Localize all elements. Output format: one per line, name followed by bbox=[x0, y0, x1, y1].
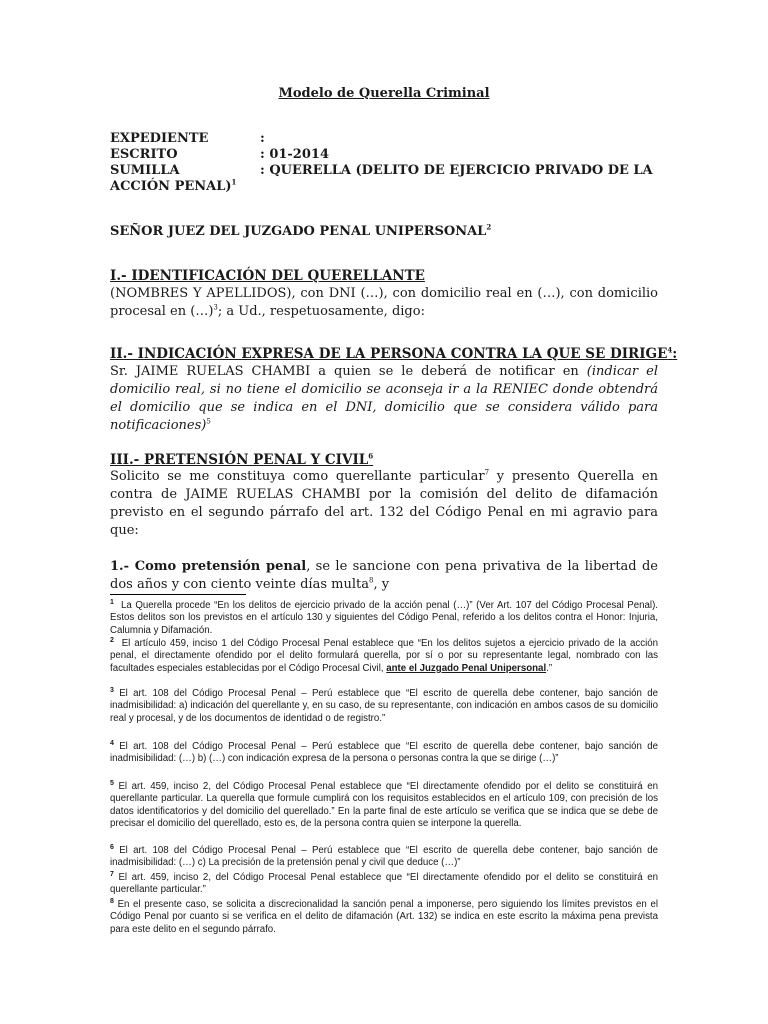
body-text: ; a Ud., respetuosamente, digo: bbox=[217, 304, 425, 319]
judge-text: SEÑOR JUEZ DEL JUZGADO PENAL UNIPERSONAL bbox=[110, 224, 487, 239]
footnote-3 bbox=[110, 688, 658, 725]
section-1-body bbox=[110, 285, 658, 321]
field-label: SUMILLA bbox=[110, 163, 180, 178]
footnote-text: El art. 108 del Código Procesal Penal – Perú establece que “El escrito de querella debe contener, bajo sanción de inadmisibilidad: (…) b) (…) con indicación expresa de la persona o personas contra la que se dirige (…)” bbox=[110, 741, 658, 765]
footnote-underlined: ante el Juzgado Penal Unipersonal bbox=[386, 662, 547, 674]
footnote-8 bbox=[110, 899, 658, 936]
footnote-5 bbox=[110, 781, 658, 831]
footnote-ref: 7 bbox=[484, 468, 490, 477]
field-value: : 01-2014 bbox=[260, 147, 329, 162]
body-text: Sr. JAIME RUELAS CHAMBI a quien se le deberá de notificar en bbox=[110, 364, 587, 379]
footnote-ref: 3 bbox=[213, 303, 218, 312]
section-2-heading: II.- INDICACIÓN EXPRESA DE LA PERSONA CONTRA LA QUE SE DIRIGE$^4$: bbox=[110, 345, 678, 362]
section-2-body bbox=[110, 363, 658, 435]
section-3-heading bbox=[110, 452, 373, 468]
footnote-mark: 8 bbox=[110, 897, 114, 905]
field-label: EXPEDIENTE bbox=[110, 131, 209, 146]
body-text: (NOMBRES Y APELLIDOS), con DNI (…), con domicilio real en (…), con domicilio procesal en (…) bbox=[110, 286, 658, 319]
footnote-text: .” bbox=[546, 662, 553, 674]
field-escrito bbox=[110, 147, 329, 162]
body-text: , se le sancione con pena privativa de la libertad de dos años y con ciento veinte días multa bbox=[110, 559, 658, 592]
field-value: : QUERELLA (DELITO DE EJERCICIO PRIVADO DE LA bbox=[260, 163, 653, 178]
footnote-text: La Querella procede “En los delitos de ejercicio privado de la acción penal (…)” (Ver Art. 107 del Código Procesal Penal). Estos delitos son los previstos en el artículo 130 y siguientes del Código Penal, referido a los delitos contra el Honor: Injuria, Calumnia y Difamación. bbox=[110, 600, 658, 636]
item-1-body bbox=[110, 558, 658, 594]
field-sumilla-cont bbox=[110, 179, 236, 194]
section-3-body bbox=[110, 468, 658, 540]
footnote-1 bbox=[110, 600, 658, 637]
body-text: , y bbox=[373, 577, 390, 592]
footnote-6 bbox=[110, 845, 658, 870]
footnote-mark: 6 bbox=[110, 843, 114, 851]
footnote-ref: 6 bbox=[368, 451, 374, 461]
heading-text: III.- PRETENSIÓN PENAL Y CIVIL bbox=[110, 452, 369, 468]
footnote-text: El art. 108 del Código Procesal Penal – Perú establece que “El escrito de querella debe contener, bajo sanción de inadmisibilidad: a) indicación del querellante y, en su caso, de su representante, con indicación en ambos casos de su domicilio real y procesal, y de los documentos de identidad o de registro.” bbox=[110, 688, 658, 724]
footnote-2 bbox=[110, 638, 658, 675]
footnote-ref: 1 bbox=[231, 177, 237, 187]
footnote-4 bbox=[110, 741, 658, 766]
section-1-heading: I.- IDENTIFICACIÓN DEL QUERELLANTE bbox=[110, 268, 425, 284]
footnote-mark: 4 bbox=[110, 739, 114, 747]
footnote-text: En el presente caso, se solicita a discrecionalidad la sanción penal a imponerse, pero siguiendo los límites previstos en el Código Penal por cuanto si se verifica en el delito de difamación (Art. 132) se indica en este escrito la máxima pena prevista para este delito en el segundo párrafo. bbox=[110, 899, 658, 935]
footnote-mark: 5 bbox=[110, 779, 114, 787]
judge-address bbox=[110, 224, 491, 239]
footnote-text: El art. 459, inciso 2, del Código Procesal Penal establece que “El directamente ofendido por el delito se constituirá en querellante particular. La querella que formule cumplirá con los requisitos establecidos en el artículo 109, con precisión de los datos identificatorios y del domicilio del querellado.” En la parte final de este artículo se verifica que se indica que se debe de precisar el domicilio del querellado, esto es, de la persona contra quien se interpone la querella. bbox=[110, 781, 658, 830]
footnote-text: El art. 108 del Código Procesal Penal – Perú establece que “El escrito de querella debe contener, bajo sanción de inadmisibilidad: (…) c) La precisión de la pretensión penal y civil que deduce (…)” bbox=[110, 845, 658, 869]
heading-text: II.- INDICACIÓN EXPRESA DE LA PERSONA CONTRA LA QUE SE DIRIGE bbox=[110, 346, 668, 362]
footnote-divider bbox=[110, 594, 246, 595]
field-label: ACCIÓN PENAL) bbox=[110, 179, 232, 194]
body-text: Solicito se me constituya como querellante particular bbox=[110, 469, 485, 484]
body-italic: (indicar el domicilio real, si no tiene el domicilio se aconseja ir a la RENIEC donde obtendrá el domicilio que se indica en el DNI, domicilio que se considera válido para notificaciones) bbox=[110, 364, 658, 433]
field-label: ESCRITO bbox=[110, 147, 178, 162]
field-expediente bbox=[110, 131, 265, 146]
footnote-text: El art. 459, inciso 2, del Código Procesal Penal establece que “El directamente ofendido por el delito se constituirá en querellante particular.” bbox=[110, 872, 658, 896]
footnote-mark: 2 bbox=[110, 636, 114, 644]
footnote-text: El artículo 459, inciso 1 del Código Procesal Penal establece que “En los delitos sujetos a ejercicio privado de la acción penal, el directamente ofendido por el delito formulará querella, por sí o por su representante legal, nombrado con las facultades especiales establecidas por el Código Procesal Civil, bbox=[110, 638, 658, 674]
footnote-ref: 2 bbox=[486, 222, 492, 232]
footnote-mark: 7 bbox=[110, 870, 114, 878]
footnote-mark: 3 bbox=[110, 686, 114, 694]
document-title: Modelo de Querella Criminal bbox=[278, 86, 490, 101]
footnote-ref: 4 bbox=[667, 345, 673, 355]
footnote-ref: 5 bbox=[206, 417, 211, 426]
footnote-mark: 1 bbox=[110, 598, 114, 606]
footnote-7 bbox=[110, 872, 658, 897]
body-text: y presento Querella en contra de JAIME RUELAS CHAMBI por la comisión del delito de difamación previsto en el segundo párrafo del art. 132 del Código Penal en mi agravio para que: bbox=[110, 469, 658, 538]
field-sumilla bbox=[110, 163, 658, 178]
item-bold: 1.- Como pretensión penal bbox=[110, 559, 307, 574]
footnote-ref: 8 bbox=[368, 576, 374, 585]
field-value: : bbox=[260, 131, 265, 146]
